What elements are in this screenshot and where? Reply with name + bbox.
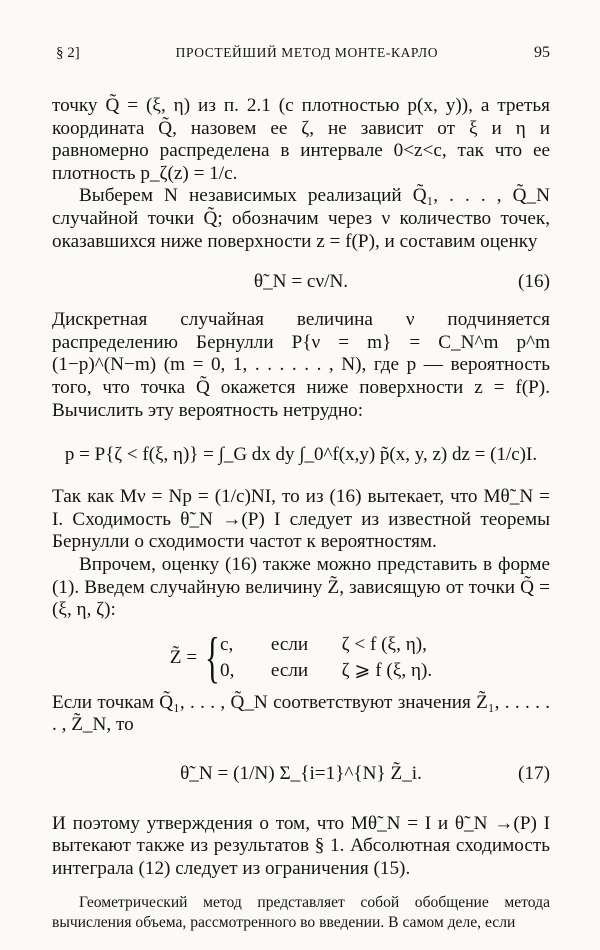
case-1-condition: ζ < f (ξ, η), — [341, 633, 427, 655]
small-print-paragraph: Геометрический метод представляет собой обобщение метода вычисления объема, рассмотренного во введении. В самом деле, если — [52, 893, 550, 931]
running-title: ПРОСТЕЙШИЙ МЕТОД МОНТЕ-КАРЛО — [175, 45, 439, 60]
paragraph-3: Дискретная случайная величина ν подчиняется распределению Бернулли P{ν = m} = C_N^m p^m (1−p)^(N−m) (m = 0, 1, . . . . . . , N), где p — вероятность того, что точка Q̃ окажется ниже поверхности z = f(P). Вычислить эту вероятность нетрудно: — [52, 309, 550, 421]
equation-16 — [52, 261, 550, 303]
paragraph-5: Впрочем, оценку (16) также можно представить в форме (1). Введем случайную величину Z̃, зависящую от точки Q̃ = (ξ, η, ζ): — [52, 553, 550, 621]
paragraph-1: точку Q̃ = (ξ, η) из п. 2.1 (с плотностью p(x, y)), а третья координата Q̃, назовем ее ζ, не зависит от ξ и η и равномерно распределена в интервале 0<z<c, так что ее плотность p_ζ(z) = 1/c. — [52, 95, 550, 184]
left-brace: { — [205, 626, 220, 689]
equation-17-body: θ̃_N = (1/N) Σ_{i=1}^{N} Z̃_i. — [180, 762, 422, 784]
case-1-value: c, — [220, 633, 234, 655]
page-body — [52, 95, 550, 933]
equation-16-number: (16) — [518, 271, 550, 293]
cases-lhs: Z̃ = — [169, 646, 198, 668]
paragraph-4: Так как Mν = Np = (1/c)NI, то из (16) вытекает, что Mθ̃_N = I. Сходимость θ̃_N →(P) I следует из известной теоремы Бернулли о сходимости частот к вероятностям. — [52, 486, 550, 553]
case-2-condition: ζ ⩾ f (ξ, η). — [341, 659, 433, 681]
paragraph-2: Выберем N независимых реализаций Q̃₁, . . . , Q̃_N случайной точки Q̃; обозначим через ν количество точек, оказавшихся ниже поверхности z = f(P), и составим оценку — [52, 185, 550, 252]
equation-17 — [52, 741, 550, 807]
equation-probability-body: p = P{ζ < f(ξ, η)} = ∫_G dx dy ∫_0^f(x,y) p̃(x, y, z) dz = (1/c)I. — [64, 444, 538, 466]
equation-cases — [52, 628, 550, 688]
case-2-value: 0, — [220, 659, 235, 681]
case-row-1 — [220, 632, 432, 658]
page-number: 95 — [534, 44, 550, 61]
paragraph-7: И поэтому утверждения о том, что Mθ̃_N = I и θ̃_N →(P) I вытекают также из результатов § 1. Абсолютная сходимость интеграла (12) следует из ограничения (15). — [52, 812, 550, 880]
equation-probability — [52, 428, 550, 482]
case-1-word: если — [270, 633, 309, 655]
case-2-word: если — [270, 659, 309, 681]
equation-17-number: (17) — [518, 762, 550, 784]
equation-16-body: θ̃_N = cν/N. — [253, 271, 349, 293]
paragraph-6: Если точкам Q̃₁, . . . , Q̃_N соответствуют значения Z̃₁, . . . . . . , Z̃_N, то — [52, 691, 550, 736]
cases-rows — [220, 632, 432, 684]
running-header — [56, 44, 550, 62]
case-row-2 — [220, 658, 432, 684]
section-marker: § 2] — [56, 45, 80, 61]
